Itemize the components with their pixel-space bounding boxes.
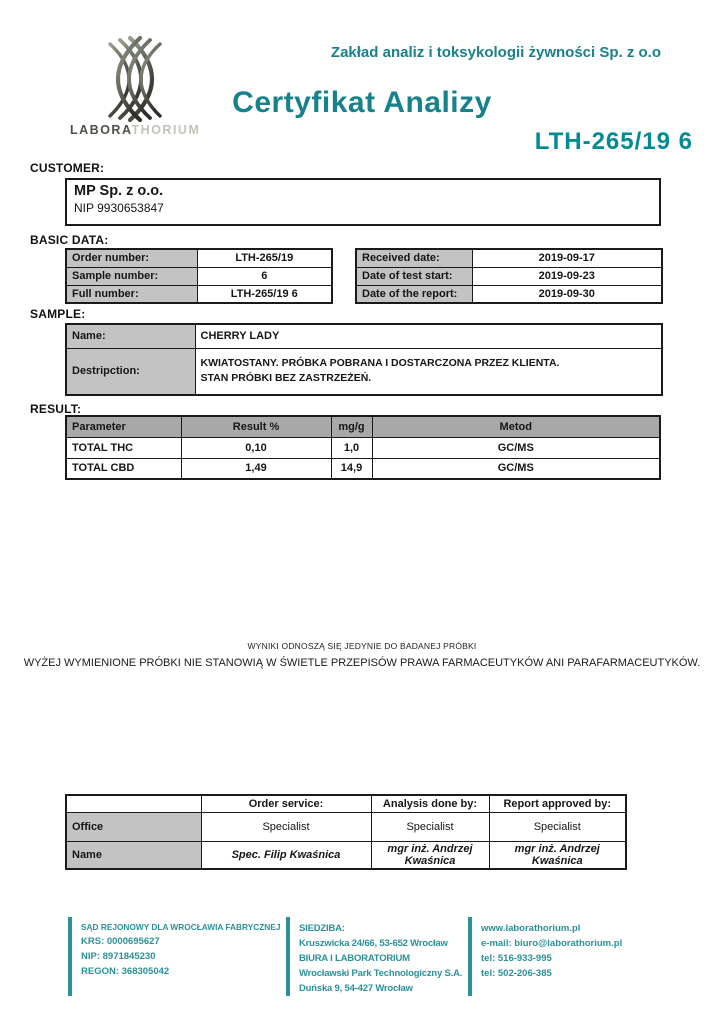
sample-name-label: Name: <box>66 324 195 348</box>
result-col-parameter: Parameter <box>66 416 181 437</box>
basic-data-left-table <box>65 248 333 304</box>
result-table <box>65 415 661 480</box>
percent-cell: 1,49 <box>181 458 331 479</box>
test-start-date-value: 2019-09-23 <box>472 267 662 285</box>
footer-registry-column <box>68 917 286 996</box>
office-row-label: Office <box>66 812 201 841</box>
footer-address-line: Kruszwicka 24/66, 53-652 Wrocław <box>299 938 448 949</box>
footer-contact-column <box>468 917 658 996</box>
footer-regon: REGON: 368305042 <box>81 966 170 977</box>
parameter-cell: TOTAL CBD <box>66 458 181 479</box>
result-row-thc <box>66 437 660 458</box>
approved-by-header: Report approved by: <box>489 795 626 812</box>
table-row <box>66 267 332 285</box>
sample-number-label: Sample number: <box>66 267 197 285</box>
result-col-method: Metod <box>372 416 660 437</box>
customer-nip: NIP 9930653847 <box>74 201 164 215</box>
method-cell: GC/MS <box>372 437 660 458</box>
basic-data-section-label: BASIC DATA: <box>30 233 109 247</box>
certificate-number: LTH-265/19 6 <box>534 128 693 155</box>
company-name-line: Zakład analiz i toksykologii żywności Sp. z o.o <box>330 44 661 61</box>
logo-text-bold: LABORA <box>70 123 132 137</box>
percent-cell: 0,10 <box>181 437 331 458</box>
sample-number-value: 6 <box>197 267 332 285</box>
result-row-cbd <box>66 458 660 479</box>
table-row <box>356 249 662 267</box>
disclaimer-small: WYNIKI ODNOSZĄ SIĘ JEDYNIE DO BADANEJ PRÓBKI <box>247 641 477 651</box>
signatures-table <box>65 794 627 870</box>
signatures-name-row <box>66 841 626 869</box>
sample-section-label: SAMPLE: <box>30 307 86 321</box>
office-cell: Specialist <box>489 812 626 841</box>
office-cell: Specialist <box>201 812 371 841</box>
basic-data-right-table <box>355 248 663 304</box>
received-date-label: Received date: <box>356 249 472 267</box>
footer-address-line: Duńska 9, 54-427 Wrocław <box>299 983 413 994</box>
footer-siedziba-label: SIEDZIBA: <box>299 923 345 934</box>
report-date-value: 2019-09-30 <box>472 285 662 303</box>
method-cell: GC/MS <box>372 458 660 479</box>
page-footer <box>68 917 658 996</box>
signatures-empty-header <box>66 795 201 812</box>
order-number-value: LTH-265/19 <box>197 249 332 267</box>
table-row <box>66 249 332 267</box>
logo-text-light: THORIUM <box>131 123 201 137</box>
footer-address-column <box>286 917 468 996</box>
footer-nip: NIP: 8971845230 <box>81 951 156 962</box>
signature-name-cell: Spec. Filip Kwaśnica <box>201 841 371 869</box>
signature-name-cell: mgr inż. Andrzej Kwaśnica <box>489 841 626 869</box>
footer-krs: KRS: 0000695627 <box>81 936 160 947</box>
mgg-cell: 1,0 <box>331 437 372 458</box>
footer-website: www.laborathorium.pl <box>481 923 581 934</box>
test-start-date-label: Date of test start: <box>356 267 472 285</box>
order-service-header: Order service: <box>201 795 371 812</box>
name-row-label: Name <box>66 841 201 869</box>
report-date-label: Date of the report: <box>356 285 472 303</box>
customer-box <box>65 178 661 226</box>
sample-table <box>65 323 663 396</box>
footer-phone: tel: 502-206-385 <box>481 968 552 979</box>
footer-court-line: SĄD REJONOWY DLA WROCŁAWIA FABRYCZNEJ <box>81 922 281 932</box>
full-number-label: Full number: <box>66 285 197 303</box>
footer-phone: tel: 516-933-995 <box>481 953 552 964</box>
signatures-office-row <box>66 812 626 841</box>
result-section-label: RESULT: <box>30 402 82 416</box>
signature-name-cell: mgr inż. Andrzej Kwaśnica <box>371 841 489 869</box>
document-title: Certyfikat Analizy <box>232 86 492 119</box>
sample-description-value: KWIATOSTANY. PRÓBKA POBRANA I DOSTARCZONA PRZEZ KLIENTA. STAN PRÓBKI BEZ ZASTRZEŻEŃ. <box>195 348 662 395</box>
footer-office-label: BIURA I LABORATORIUM <box>299 953 410 964</box>
customer-name: MP Sp. z o.o. <box>74 183 164 199</box>
footer-address-line: Wrocławski Park Technologiczny S.A. <box>299 968 463 979</box>
order-number-label: Order number: <box>66 249 197 267</box>
result-col-mgg: mg/g <box>331 416 372 437</box>
result-col-percent: Result % <box>181 416 331 437</box>
customer-section-label: CUSTOMER: <box>30 161 105 175</box>
disclaimer-main: WYŻEJ WYMIENIONE PRÓBKI NIE STANOWIĄ W ŚWIETLE PRZEPISÓW PRAWA FARMACEUTYKÓW ANI PARAFARMACEUTYKÓW. <box>23 657 701 669</box>
result-header-row <box>66 416 660 437</box>
analysis-by-header: Analysis done by: <box>371 795 489 812</box>
table-row <box>66 324 662 348</box>
footer-email: e-mail: biuro@laborathorium.pl <box>481 938 623 949</box>
sample-description-label: Destripction: <box>66 348 195 395</box>
parameter-cell: TOTAL THC <box>66 437 181 458</box>
table-row <box>356 267 662 285</box>
signatures-header-row <box>66 795 626 812</box>
full-number-value: LTH-265/19 6 <box>197 285 332 303</box>
table-row <box>356 285 662 303</box>
sample-name-value: CHERRY LADY <box>195 324 662 348</box>
logo-wordmark <box>70 123 202 137</box>
table-row <box>66 285 332 303</box>
received-date-value: 2019-09-17 <box>472 249 662 267</box>
office-cell: Specialist <box>371 812 489 841</box>
mgg-cell: 14,9 <box>331 458 372 479</box>
table-row <box>66 348 662 395</box>
